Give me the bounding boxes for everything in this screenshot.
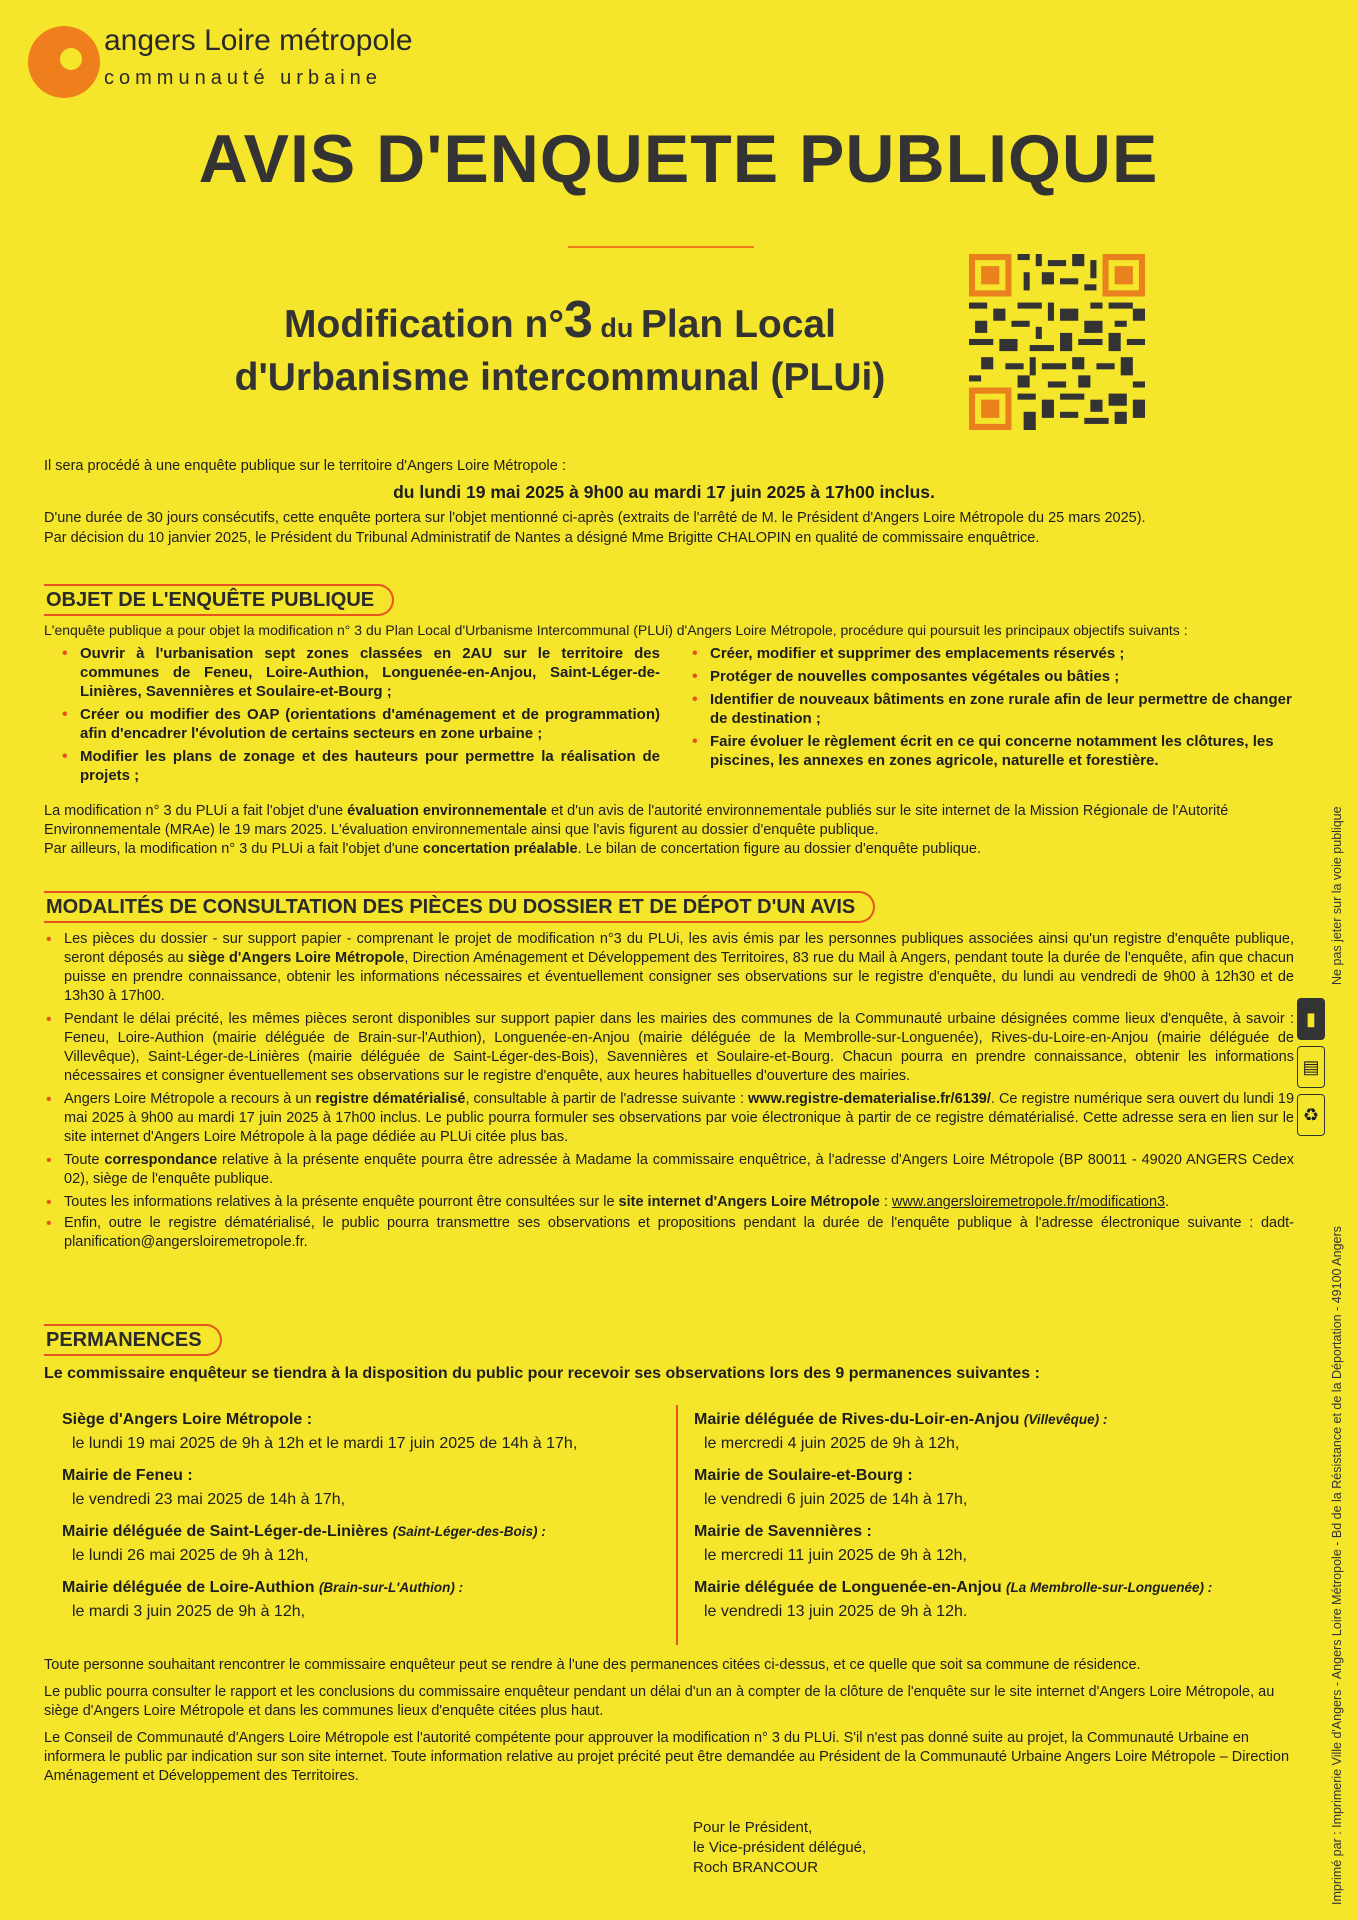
intro <box>44 456 1284 548</box>
text-run: Angers Loire Métropole a recours à un <box>64 1091 316 1107</box>
closing-p1: Toute personne souhaitant rencontrer le commissaire enquêteur peut se rendre à l'une des permanences citées ci-dessus, et ce quelle que soit sa commune de résidence. <box>44 1657 1141 1673</box>
perm-place-detail: (Saint-Léger-des-Bois) : <box>392 1524 546 1539</box>
evaluation-p1 <box>44 802 1294 840</box>
perm-when: le vendredi 6 juin 2025 de 14h à 17h, <box>704 1491 968 1508</box>
text-run-bold: concertation préalable <box>422 841 578 857</box>
subtitle-line2: d'Urbanisme intercommunal (PLUi) <box>234 356 886 399</box>
text-run-bold: registre dématérialisé <box>315 1091 466 1107</box>
logo <box>28 20 448 100</box>
list-item <box>44 1151 1294 1189</box>
perm-place-detail: (La Membrolle-sur-Longuenée) : <box>1006 1580 1213 1595</box>
objet-intro: L'enquête publique a pour objet la modification n° 3 du Plan Local d'Urbanisme Intercommunal (PLUi) d'Angers Loire Métropole, procédure qui poursuit les principaux objectifs suivants : <box>44 622 1188 638</box>
logo-circle-icon <box>28 26 100 98</box>
evaluation-p2 <box>44 840 1294 859</box>
page-title: AVIS D'ENQUETE PUBLIQUE <box>198 121 1159 197</box>
perm-when: le mercredi 4 juin 2025 de 9h à 12h, <box>704 1435 960 1452</box>
text-run: La modification n° 3 du PLUi a fait l'objet d'une <box>44 803 348 819</box>
section-heading-permanences: PERMANENCES <box>44 1324 222 1356</box>
list-item: • Protéger de nouvelles composantes végétales ou bâties ; <box>690 667 1300 686</box>
enquiry-dates: du lundi 19 mai 2025 à 9h00 au mardi 17 juin 2025 à 17h00 inclus. <box>393 482 935 502</box>
printer-notice: Imprimé par : Imprimerie Ville d'Angers - Angers Loire Métropole - Bd de la Résistance et de la Déportation - 49100 Angers <box>1330 1226 1344 1905</box>
text-run: relative à la présente enquête pourra être adressée à Madame la commissaire enquêtrice, à l'adresse d'Angers Loire Métropole (BP 80011 - 49020 ANGERS Cedex 02), siège de l'enquête publique. <box>64 1152 1295 1187</box>
intro-p1: Il sera procédé à une enquête publique sur le territoire d'Angers Loire Métropole : <box>44 458 566 474</box>
perm-place <box>694 1408 1294 1432</box>
side-notice: Ne pas jeter sur la voie publique <box>1330 806 1344 985</box>
text-run: , Direction Aménagement et Développement des Territoires, 83 rue du Mail à Angers, pendant toute la durée de l'enquête, afin que chacun puisse en prendre connaissance, obtenir les informations nécessaires et éventuellement consigner ses observations sur le registre d'enquête, du lundi au vendredi de 9h00 à 12h30 et de 13h30 à 17h00. <box>64 950 1294 1004</box>
section-heading-modalites: MODALITÉS DE CONSULTATION DES PIÈCES DU DOSSIER ET DE DÉPOT D'UN AVIS <box>44 891 875 923</box>
list-item: • Créer ou modifier des OAP (orientations d'aménagement et de programmation) afin d'encadrer l'évolution de certains secteurs en zone urbaine ; <box>60 705 660 743</box>
perm-when: le lundi 19 mai 2025 de 9h à 12h et le mardi 17 juin 2025 de 14h à 17h, <box>72 1435 578 1452</box>
text-run: Toutes les informations relatives à la présente enquête pourront être consultées sur le <box>64 1194 619 1210</box>
perm-place-name: Mairie de Savennières : <box>694 1523 872 1540</box>
title-rule <box>568 246 754 248</box>
permanences-intro: Le commissaire enquêteur se tiendra à la disposition du public pour recevoir ses observations lors des 9 permanences suivantes : <box>44 1365 1040 1382</box>
perm-place-name: Mairie déléguée de Loire-Authion <box>62 1579 315 1596</box>
perm-place <box>62 1464 662 1488</box>
registre-link[interactable]: www.registre-dematerialise.fr/6139/ <box>748 1091 991 1107</box>
perm-place <box>694 1520 1294 1544</box>
perm-when: le mercredi 11 juin 2025 de 9h à 12h, <box>704 1547 967 1564</box>
text-run: , consultable à partir de l'adresse suivante : <box>465 1091 749 1107</box>
subtitle-part: Plan Local <box>640 303 836 346</box>
perm-when: le lundi 26 mai 2025 de 9h à 12h, <box>72 1547 309 1564</box>
text-run-bold: évaluation environnementale <box>347 803 547 819</box>
text-run-bold: site internet d'Angers Loire Métropole <box>618 1194 880 1210</box>
perm-place-name: Mairie de Feneu : <box>62 1467 193 1484</box>
signature <box>693 1818 866 1878</box>
perm-place <box>62 1576 662 1600</box>
subtitle-part: Modification n° <box>284 303 564 346</box>
perm-place <box>694 1464 1294 1488</box>
text-run: . Le bilan de concertation figure au dossier d'enquête publique. <box>577 841 982 857</box>
perm-place-detail: (Brain-sur-L'Authion) : <box>318 1580 464 1595</box>
closing-p2: Le public pourra consulter le rapport et les conclusions du commissaire enquêteur pendant un délai d'un an à compter de la clôture de l'enquête sur le site internet d'Angers Loire Métropole, au siège d'Angers Loire Métropole et dans les communes lieux d'enquête citées plus haut. <box>44 1684 1275 1719</box>
recycling-box-icon: ▤ <box>1297 1046 1325 1088</box>
column-divider <box>676 1405 678 1645</box>
list-item: • Identifier de nouveaux bâtiments en zone rurale afin de leur permettre de changer de destination ; <box>690 690 1300 728</box>
recycling-bin-icon: ▮ <box>1297 998 1325 1040</box>
intro-p2: D'une durée de 30 jours consécutifs, cette enquête portera sur l'objet mentionné ci-après (extraits de l'arrêté de M. le Président d'Angers Loire Métropole du 25 mars 2025). <box>44 510 1146 526</box>
list-item: • Enfin, outre le registre dématérialisé, le public pourra transmettre ses observations et propositions pendant la durée de l'enquête publique à l'adresse électronique suivante : dadt-planification@angersloiremetropole.fr. <box>44 1214 1294 1252</box>
perm-when: le mardi 3 juin 2025 de 9h à 12h, <box>72 1603 306 1620</box>
list-item: • Créer, modifier et supprimer des emplacements réservés ; <box>690 644 1300 663</box>
signature-name: Roch BRANCOUR <box>693 1859 819 1876</box>
list-item: • Faire évoluer le règlement écrit en ce qui concerne notamment les clôtures, les piscines, les annexes en zones agricole, naturelle et forestière. <box>690 732 1300 770</box>
section-heading-objet: OBJET DE L'ENQUÊTE PUBLIQUE <box>44 584 394 616</box>
perm-place-name: Mairie déléguée de Saint-Léger-de-Linières <box>62 1523 389 1540</box>
logo-name: angers Loire métropole <box>104 24 413 57</box>
text-run-bold: correspondance <box>104 1152 218 1168</box>
intro-p3: Par décision du 10 janvier 2025, le Président du Tribunal Administratif de Nantes a désigné Mme Brigitte CHALOPIN en qualité de commissaire enquêtrice. <box>44 530 1040 546</box>
text-run: Par ailleurs, la modification n° 3 du PLUi a fait l'objet d'une <box>44 841 423 857</box>
text-run-bold: siège d'Angers Loire Métropole <box>187 950 405 966</box>
list-item <box>44 930 1294 1006</box>
permanences-left <box>62 1408 662 1632</box>
modalites-list <box>44 930 1294 1256</box>
list-item <box>44 1090 1294 1147</box>
objet-list-right <box>690 644 1300 774</box>
perm-place-detail: (Villevêque) : <box>1023 1412 1108 1427</box>
text-run: Toute <box>64 1152 105 1168</box>
text-run: . <box>1165 1194 1170 1210</box>
website-link[interactable]: www.angersloiremetropole.fr/modification3 <box>891 1194 1166 1210</box>
list-item <box>44 1193 1294 1212</box>
subtitle-number: 3 <box>563 291 593 349</box>
list-item: • Pendant le délai précité, les mêmes pièces seront disponibles sur support papier dans les mairies des communes de la Communauté urbaine désignées comme lieux d'enquête, à savoir : Feneu, Loire-Authion (mairie déléguée de Brain-sur-l'Authion), Longuenée-en-Anjou (mairie déléguée de la Membrolle-sur-Longuenée), Rives-du-Loire-en-Anjou (mairie déléguée de Villevêque), Saint-Léger-de-Linières (mairie déléguée de Saint-Léger-des-Bois), Savennières et Soulaire-et-Bourg. Chacun pourra en prendre connaissance, obtenir les informations nécessaires et consigner éventuellement ses observations sur le registre d'enquête, aux heures habituelles d'ouverture des mairies. <box>44 1010 1294 1086</box>
perm-place-name: Mairie déléguée de Rives-du-Loir-en-Anjou <box>694 1411 1020 1428</box>
recycle-arrows-icon: ♻ <box>1297 1094 1325 1136</box>
subtitle-part: du <box>592 313 641 343</box>
perm-place-name: Mairie de Soulaire-et-Bourg : <box>694 1467 913 1484</box>
text-run: Les pièces du dossier - sur support papier - comprenant le projet de modification n°3 du PLUi, les avis émis par les personnes publiques associées ainsi qu'un registre d'enquête publique, seront déposés au <box>64 931 1294 966</box>
evaluation-paragraph <box>44 802 1294 859</box>
closing-p3: Le Conseil de Communauté d'Angers Loire Métropole est l'autorité compétente pour approuver la modification n° 3 du PLUi. S'il n'est pas donné suite au projet, la Communauté Urbaine en informera le public par indication sur son site internet. Toute information relative au projet précité peut être demandée au Président de la Communauté Urbaine Angers Loire Métropole – Direction Aménagement et Développement des Territoires. <box>44 1730 1290 1784</box>
signature-line: le Vice-président délégué, <box>693 1839 867 1856</box>
perm-place-name: Mairie déléguée de Longuenée-en-Anjou <box>694 1579 1002 1596</box>
text-run: . Ce registre numérique sera ouvert du lundi 19 mai 2025 à 9h00 au mardi 17 juin 2025 à 17h00 inclus. Le public pourra formuler ses observations par voie électronique à partir de ce registre dématérialisé. Cette adresse sera en lien sur le site internet d'Angers Loire Métropole à la page dédiée au PLUi citée plus bas. <box>64 1091 1295 1145</box>
logo-sub: communauté urbaine <box>104 67 382 89</box>
closing-paragraphs <box>44 1656 1294 1794</box>
signature-line: Pour le Président, <box>693 1819 813 1836</box>
perm-place-name: Siège d'Angers Loire Métropole : <box>62 1411 313 1428</box>
list-item: • Modifier les plans de zonage et des hauteurs pour permettre la réalisation de projets ; <box>60 747 660 785</box>
objet-list-left <box>60 644 660 789</box>
perm-place <box>62 1408 662 1432</box>
permanences-right <box>694 1408 1294 1632</box>
list-item: • Ouvrir à l'urbanisation sept zones classées en 2AU sur le territoire des communes de Feneu, Loire-Authion, Longuenée-en-Anjou, Saint-Léger-de-Linières, Savennières et Soulaire-et-Bourg ; <box>60 644 660 701</box>
perm-when: le vendredi 13 juin 2025 de 9h à 12h. <box>704 1603 968 1620</box>
perm-place <box>62 1520 662 1544</box>
page-subtitle <box>120 291 1000 403</box>
qr-code-icon[interactable] <box>969 254 1145 430</box>
perm-place <box>694 1576 1294 1600</box>
text-run: et d'un avis de l'autorité environnementale publiés sur le site internet de la Mission Régionale de l'Autorité Environnementale (MRAe) le 19 mars 2025. L'évaluation environnementale ainsi que l'avis figurent au dossier d'enquête publique. <box>44 803 1229 838</box>
perm-when: le vendredi 23 mai 2025 de 14h à 17h, <box>72 1491 346 1508</box>
text-run: : <box>879 1194 892 1210</box>
